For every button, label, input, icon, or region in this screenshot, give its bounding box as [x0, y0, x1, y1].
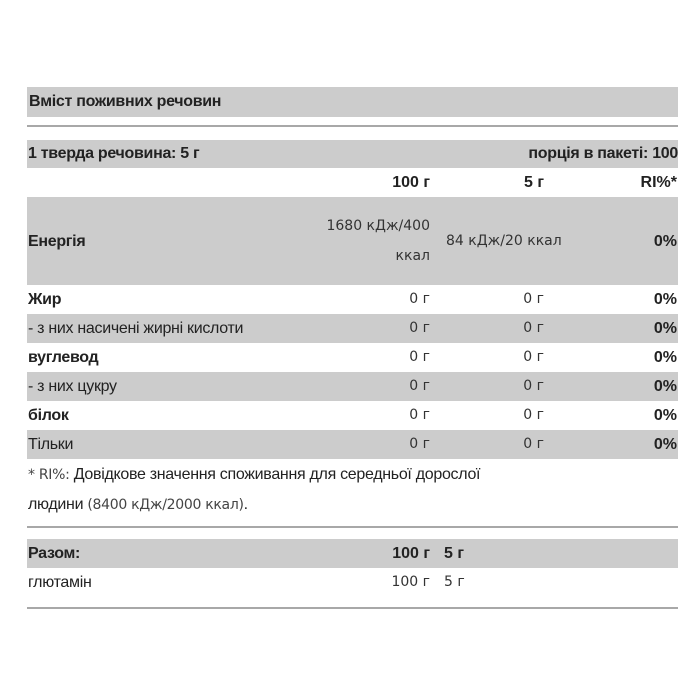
ingredient-name: глютамін — [28, 574, 92, 591]
divider — [27, 125, 678, 127]
table-row-fat — [27, 285, 678, 314]
nutrient-name: Тільки — [28, 436, 74, 453]
ingredient-per-100g: 100 г — [391, 574, 430, 590]
footnote-reference-values: (8400 кДж/2000 ккал) — [87, 497, 244, 513]
table-row-energy — [27, 197, 678, 285]
total-blank — [577, 539, 678, 568]
nutrient-ri: 0% — [653, 378, 677, 395]
nutrient-name: білок — [28, 407, 69, 424]
nutrient-per-100g: 0 г — [409, 436, 430, 452]
nutrient-name: Енергія — [28, 232, 86, 250]
nutrition-table — [27, 168, 678, 459]
nutrient-per-serving: 0 г — [523, 320, 544, 336]
footnote-prefix: * RI%: — [28, 467, 74, 483]
table-row-protein — [27, 401, 678, 430]
nutrient-per-100g: 0 г — [409, 407, 430, 423]
table-row-salt — [27, 430, 678, 459]
table-row-sugars — [27, 372, 678, 401]
nutrient-ri: 0% — [653, 232, 677, 250]
nutrient-per-serving: 0 г — [523, 407, 544, 423]
nutrient-per-serving: 0 г — [523, 378, 544, 394]
ingredient-blank — [577, 568, 678, 597]
nutrient-per-serving: 0 г — [523, 291, 544, 307]
nutrient-per-100g: 0 г — [409, 320, 430, 336]
nutrient-name: - з них насичені жирні кислоти — [28, 320, 244, 337]
column-header-row — [27, 168, 678, 197]
nutrient-ri: 0% — [653, 407, 677, 424]
table-row-ingredient — [27, 568, 678, 597]
nutrient-ri: 0% — [653, 436, 677, 453]
footnote-text-line2c: . — [243, 496, 248, 513]
header-ri: RI%* — [640, 174, 677, 191]
table-row-carbohydrate — [27, 343, 678, 372]
divider — [27, 526, 678, 528]
nutrient-per-100g: 0 г — [409, 349, 430, 365]
nutrient-per-serving: 84 кДж/20 ккал — [446, 232, 562, 249]
nutrient-ri: 0% — [653, 291, 677, 308]
nutrient-ri: 0% — [653, 349, 677, 366]
nutrient-per-100g: 0 г — [409, 378, 430, 394]
servings-per-pack-label: порція в пакеті: 100 — [528, 145, 678, 162]
total-label: Разом: — [28, 545, 81, 562]
header-per-serving: 5 г — [523, 174, 544, 191]
nutrient-name: - з них цукру — [28, 378, 117, 395]
divider — [27, 607, 678, 609]
table-row-saturated-fat — [27, 314, 678, 343]
nutrient-per-serving: 0 г — [523, 436, 544, 452]
nutrient-name: Жир — [28, 291, 62, 308]
nutrient-per-100g: 0 г — [409, 291, 430, 307]
nutrient-ri: 0% — [653, 320, 677, 337]
nutrient-name: вуглевод — [28, 349, 99, 366]
header-blank — [27, 168, 324, 197]
total-per-serving: 5 г — [444, 545, 465, 562]
serving-size-label: 1 тверда речовина: 5 г — [28, 145, 200, 162]
nutrition-title: Вміст поживних речовин — [27, 87, 678, 117]
nutrient-per-serving: 0 г — [523, 349, 544, 365]
footnote-text-line2a: людини — [28, 496, 88, 513]
nutrition-facts-panel — [27, 87, 678, 609]
nutrient-per-100g: 1680 кДж/400 ккал — [326, 218, 430, 264]
composition-table — [27, 539, 678, 597]
footnote-text-line1: Довідкове значення споживання для середньої дорослої — [73, 466, 481, 483]
ingredient-per-serving: 5 г — [444, 574, 465, 590]
total-per-100g: 100 г — [392, 545, 430, 562]
table-row-total — [27, 539, 678, 568]
serving-info-row — [27, 140, 678, 168]
ri-footnote — [27, 459, 678, 516]
header-per-100g: 100 г — [392, 174, 430, 191]
